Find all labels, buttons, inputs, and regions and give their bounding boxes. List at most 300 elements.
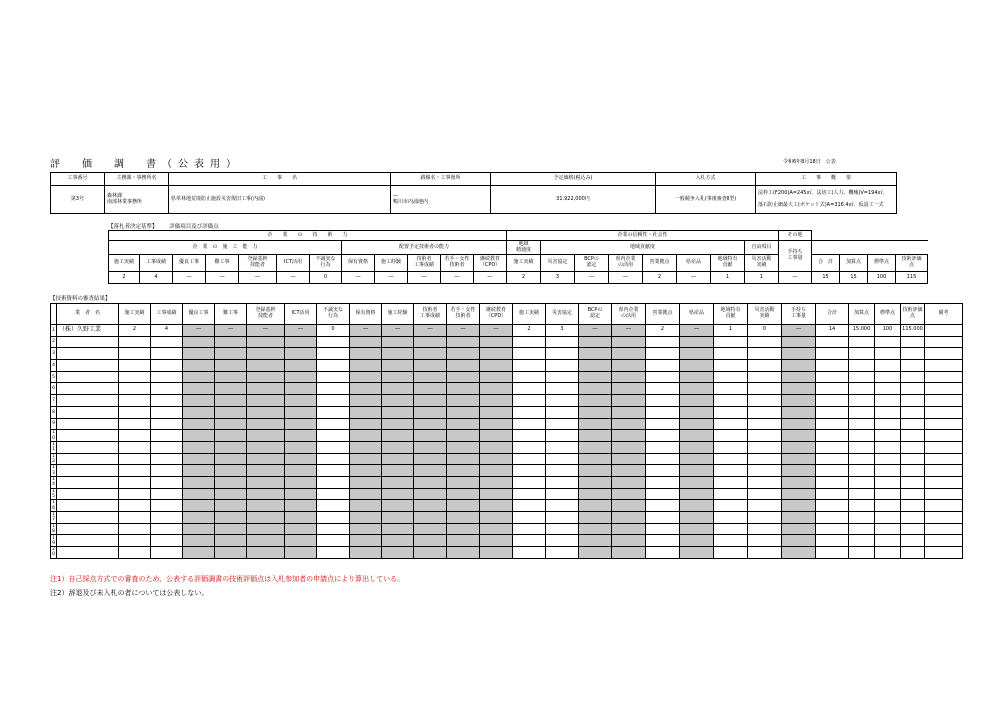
review-cell-4	[247, 453, 285, 465]
bidder-name	[57, 523, 119, 535]
review-cell-2	[183, 418, 215, 430]
bidder-name	[57, 465, 119, 477]
review-cell-13	[546, 547, 579, 559]
review-cell-12	[513, 476, 546, 488]
review-col-8: 施工経験	[382, 304, 414, 325]
review-cell-15	[612, 371, 646, 383]
review-cell-11	[480, 535, 513, 547]
bidder-name	[57, 488, 119, 500]
table-row	[51, 383, 991, 395]
review-cell-10	[447, 430, 480, 442]
review-cell-1	[151, 418, 183, 430]
criteria-group-social: 企業の信頼性・社会性	[507, 231, 779, 241]
review-col-25: 備考	[925, 304, 963, 325]
review-cell-18	[714, 535, 748, 547]
criteria-sub-company: 企 業 の 施 工 能 力	[109, 241, 342, 255]
review-cell-16	[646, 465, 680, 477]
review-cell-6	[317, 476, 350, 488]
bidder-name	[57, 336, 119, 348]
criteria-value-22: 15	[840, 272, 868, 284]
criteria-col-23: 標準点	[868, 255, 896, 272]
review-cell-1	[151, 535, 183, 547]
review-cell-14	[579, 371, 612, 383]
review-cell-25	[925, 453, 963, 465]
review-cell-21	[816, 406, 849, 418]
review-cell-22: 15.000	[849, 325, 875, 337]
review-cell-2	[183, 383, 215, 395]
review-cell-8	[382, 535, 414, 547]
table-row	[51, 465, 991, 477]
review-cell-2	[183, 430, 215, 442]
review-cell-14	[579, 383, 612, 395]
review-col-19: 災害活動 実績	[748, 304, 782, 325]
review-cell-22	[849, 547, 875, 559]
review-cell-2	[183, 348, 215, 360]
review-cell-25	[925, 360, 963, 372]
table-row	[51, 336, 991, 348]
table-row	[51, 512, 991, 524]
review-cell-18	[714, 336, 748, 348]
review-cell-6	[317, 547, 350, 559]
review-cell-15	[612, 512, 646, 524]
review-cell-5	[285, 476, 317, 488]
review-cell-6	[317, 535, 350, 547]
review-cell-21	[816, 523, 849, 535]
review-cell-19	[748, 441, 782, 453]
criteria-value-3: ―	[206, 272, 239, 284]
bidder-name	[57, 535, 119, 547]
review-cell-0	[119, 360, 151, 372]
review-cell-24	[901, 488, 925, 500]
header-col-0: 工事番号	[51, 173, 105, 186]
review-cell-0	[119, 488, 151, 500]
review-cell-23	[875, 488, 901, 500]
review-cell-25	[925, 395, 963, 407]
row-number: 4	[51, 360, 57, 372]
review-cell-14	[579, 523, 612, 535]
criteria-col-3: 難工事	[206, 255, 239, 272]
review-cell-25	[925, 535, 963, 547]
review-cell-7	[350, 395, 382, 407]
review-cell-24	[901, 406, 925, 418]
review-cell-15	[612, 360, 646, 372]
review-cell-24	[901, 395, 925, 407]
review-cell-7	[350, 371, 382, 383]
review-cell-5	[285, 453, 317, 465]
review-cell-25	[925, 488, 963, 500]
review-cell-6	[317, 453, 350, 465]
review-cell-5	[285, 406, 317, 418]
review-cell-8	[382, 476, 414, 488]
criteria-value-9: ―	[408, 272, 441, 284]
review-cell-11	[480, 465, 513, 477]
review-cell-24	[901, 535, 925, 547]
review-cell-9	[414, 523, 447, 535]
review-cell-12	[513, 371, 546, 383]
review-cell-16	[646, 395, 680, 407]
review-cell-12	[513, 441, 546, 453]
review-cell-11	[480, 523, 513, 535]
table-row	[51, 453, 991, 465]
review-cell-3	[215, 395, 247, 407]
review-cell-22	[849, 336, 875, 348]
review-cell-16	[646, 512, 680, 524]
review-cell-6	[317, 371, 350, 383]
review-cell-22	[849, 523, 875, 535]
review-cell-2	[183, 488, 215, 500]
review-cell-0: 2	[119, 325, 151, 337]
review-cell-7	[350, 430, 382, 442]
review-cell-19	[748, 512, 782, 524]
review-cell-8	[382, 336, 414, 348]
review-cell-25	[925, 523, 963, 535]
table-row	[51, 325, 991, 337]
review-cell-12	[513, 430, 546, 442]
review-col-22: 加算点	[849, 304, 875, 325]
review-cell-6	[317, 441, 350, 453]
review-cell-8	[382, 488, 414, 500]
review-cell-15	[612, 523, 646, 535]
review-cell-13	[546, 453, 579, 465]
review-cell-1	[151, 336, 183, 348]
review-cell-8: ―	[382, 325, 414, 337]
header-col-1: 主務課・事務所名	[105, 173, 169, 186]
review-cell-13	[546, 441, 579, 453]
review-cell-7: ―	[350, 325, 382, 337]
review-cell-23	[875, 430, 901, 442]
criteria-value-15: ―	[609, 272, 643, 284]
review-cell-5	[285, 535, 317, 547]
review-cell-20	[782, 547, 816, 559]
review-cell-4	[247, 383, 285, 395]
criteria-sub-contribution: 地域貢献度	[541, 241, 745, 255]
review-cell-19	[748, 476, 782, 488]
review-cell-9	[414, 360, 447, 372]
review-cell-16	[646, 476, 680, 488]
review-cell-24	[901, 371, 925, 383]
review-cell-20	[782, 465, 816, 477]
review-cell-4	[247, 441, 285, 453]
criteria-col-15: 県内企業 の活用	[609, 255, 643, 272]
review-cell-25	[925, 441, 963, 453]
review-cell-6	[317, 488, 350, 500]
review-cell-10	[447, 535, 480, 547]
review-cell-16: 2	[646, 325, 680, 337]
criteria-value-11: ―	[474, 272, 507, 284]
review-cell-15	[612, 383, 646, 395]
table-row	[51, 488, 991, 500]
review-cell-7	[350, 383, 382, 395]
review-cell-17: ―	[680, 325, 714, 337]
review-cell-13	[546, 500, 579, 512]
bidder-name	[57, 383, 119, 395]
review-cell-0	[119, 383, 151, 395]
review-cell-25	[925, 547, 963, 559]
criteria-value-6: 0	[310, 272, 342, 284]
criteria-value-7: ―	[342, 272, 375, 284]
review-cell-7	[350, 441, 382, 453]
review-cell-8	[382, 383, 414, 395]
review-cell-7	[350, 418, 382, 430]
review-cell-8	[382, 348, 414, 360]
review-cell-23	[875, 360, 901, 372]
review-cell-0	[119, 371, 151, 383]
review-cell-23	[875, 406, 901, 418]
criteria-value-24: 115	[896, 272, 928, 284]
office-cell	[105, 186, 169, 214]
work-summary-line2: 落石防止網最大工(ポケット式)A=316.4㎡、仮設工一式	[758, 201, 884, 208]
review-cell-6	[317, 336, 350, 348]
criteria-sublabel: 評価項目及び評価点	[169, 224, 219, 230]
review-cell-19	[748, 523, 782, 535]
review-cell-19	[748, 547, 782, 559]
review-cell-20	[782, 535, 816, 547]
review-cell-17	[680, 488, 714, 500]
review-cell-20	[782, 523, 816, 535]
review-cell-1	[151, 383, 183, 395]
review-cell-12	[513, 500, 546, 512]
review-cell-22	[849, 395, 875, 407]
row-number: 18	[52, 523, 55, 535]
review-cell-17	[680, 500, 714, 512]
review-cell-19	[748, 500, 782, 512]
review-cell-13	[546, 418, 579, 430]
table-row	[51, 476, 991, 488]
review-cell-15: ―	[612, 325, 646, 337]
review-cell-1	[151, 441, 183, 453]
criteria-col-7: 保有資格	[342, 255, 375, 272]
table-row	[51, 441, 991, 453]
review-cell-16	[646, 406, 680, 418]
review-cell-22	[849, 535, 875, 547]
criteria-value-13: 3	[541, 272, 575, 284]
review-cell-16	[646, 371, 680, 383]
review-cell-23	[875, 535, 901, 547]
review-cell-18: 1	[714, 325, 748, 337]
review-cell-9	[414, 371, 447, 383]
bidder-name	[57, 395, 119, 407]
review-cell-2	[183, 453, 215, 465]
review-cell-24	[901, 383, 925, 395]
review-cell-4	[247, 465, 285, 477]
review-cell-23	[875, 371, 901, 383]
review-cell-10	[447, 418, 480, 430]
review-cell-10	[447, 512, 480, 524]
review-cell-21	[816, 500, 849, 512]
criteria-col-17: 県産品	[677, 255, 711, 272]
review-cell-4	[247, 488, 285, 500]
review-cell-3	[215, 348, 247, 360]
review-cell-13	[546, 535, 579, 547]
review-cell-5	[285, 512, 317, 524]
review-cell-3	[215, 371, 247, 383]
row-number: 19	[52, 535, 55, 546]
review-cell-17	[680, 465, 714, 477]
review-cell-14	[579, 547, 612, 559]
criteria-col-8: 施工経験	[375, 255, 408, 272]
review-cell-18	[714, 371, 748, 383]
criteria-value-17: ―	[677, 272, 711, 284]
review-cell-9	[414, 383, 447, 395]
review-cell-10	[447, 547, 480, 559]
review-bidder-header: 業 者 名	[57, 304, 119, 325]
review-cell-10	[447, 500, 480, 512]
bidder-name	[57, 418, 119, 430]
review-cell-19	[748, 348, 782, 360]
review-cell-13	[546, 465, 579, 477]
review-cell-4	[247, 395, 285, 407]
review-cell-12	[513, 547, 546, 559]
review-cell-2	[183, 360, 215, 372]
review-cell-14	[579, 418, 612, 430]
estimated-price: 31,922,000円	[491, 186, 656, 214]
review-cell-18	[714, 547, 748, 559]
review-cell-14	[579, 360, 612, 372]
review-cell-16	[646, 488, 680, 500]
review-cell-20	[782, 476, 816, 488]
review-cell-18	[714, 465, 748, 477]
review-cell-14	[579, 512, 612, 524]
review-cell-17	[680, 453, 714, 465]
review-cell-9	[414, 465, 447, 477]
review-cell-14	[579, 488, 612, 500]
review-cell-10	[447, 465, 480, 477]
review-cell-20	[782, 348, 816, 360]
criteria-value-8: ―	[375, 272, 408, 284]
review-cell-2	[183, 371, 215, 383]
review-cell-1	[151, 406, 183, 418]
review-cell-10	[447, 476, 480, 488]
review-cell-13	[546, 406, 579, 418]
review-cell-14	[579, 336, 612, 348]
criteria-value-1: 4	[140, 272, 173, 284]
review-col-14: BCPの 認定	[579, 304, 612, 325]
review-cell-4	[247, 360, 285, 372]
criteria-col-0: 施工実績	[109, 255, 140, 272]
review-cell-7	[350, 535, 382, 547]
review-cell-23	[875, 441, 901, 453]
page-title: 評 価 調 書（公表用）	[50, 159, 242, 170]
review-cell-20	[782, 418, 816, 430]
review-cell-24	[901, 430, 925, 442]
review-cell-4: ―	[247, 325, 285, 337]
review-table	[50, 303, 991, 559]
review-cell-11	[480, 371, 513, 383]
criteria-value-16: 2	[643, 272, 677, 284]
review-cell-21: 14	[816, 325, 849, 337]
review-cell-21	[816, 547, 849, 559]
review-cell-10	[447, 441, 480, 453]
criteria-value-18: 1	[711, 272, 745, 284]
review-cell-22	[849, 371, 875, 383]
review-cell-23	[875, 500, 901, 512]
review-cell-21	[816, 488, 849, 500]
review-cell-13	[546, 336, 579, 348]
review-cell-21	[816, 395, 849, 407]
review-cell-24	[901, 512, 925, 524]
row-number: 11	[52, 442, 55, 453]
review-cell-15	[612, 465, 646, 477]
review-cell-8	[382, 465, 414, 477]
review-cell-22	[849, 348, 875, 360]
review-cell-24	[901, 360, 925, 372]
review-cell-12	[513, 395, 546, 407]
criteria-sub-local: 地域 精通度	[507, 241, 541, 255]
review-cell-20	[782, 395, 816, 407]
review-cell-11	[480, 348, 513, 360]
work-summary-line1: 法枠工(F200)A=245㎡、法切工(人力、機械)V=194㎡、	[758, 189, 888, 196]
review-cell-24	[901, 441, 925, 453]
review-cell-17	[680, 395, 714, 407]
review-cell-23	[875, 476, 901, 488]
review-col-6: 不誠実な 行為	[317, 304, 350, 325]
review-cell-9	[414, 348, 447, 360]
criteria-col-16: 営業拠点	[643, 255, 677, 272]
review-cell-10	[447, 371, 480, 383]
criteria-col-20: 手持ち 工事量	[779, 241, 812, 272]
review-col-23: 標準点	[875, 304, 901, 325]
office-section: 森林課	[107, 192, 123, 199]
review-cell-12	[513, 418, 546, 430]
review-cell-22	[849, 500, 875, 512]
review-cell-23	[875, 383, 901, 395]
review-cell-13	[546, 488, 579, 500]
review-cell-18	[714, 406, 748, 418]
review-cell-8	[382, 453, 414, 465]
review-cell-20	[782, 512, 816, 524]
review-cell-12: 2	[513, 325, 546, 337]
criteria-value-4: ―	[239, 272, 277, 284]
review-cell-24: 115.000	[901, 325, 925, 337]
review-cell-25	[925, 348, 963, 360]
review-cell-18	[714, 395, 748, 407]
bidder-name	[57, 441, 119, 453]
bidder-name	[57, 360, 119, 372]
review-col-11: 継続教育 （CPD）	[480, 304, 513, 325]
review-cell-23	[875, 547, 901, 559]
review-cell-13	[546, 523, 579, 535]
review-cell-22	[849, 453, 875, 465]
review-cell-16	[646, 383, 680, 395]
criteria-col-1: 工事成績	[140, 255, 173, 272]
table-row	[51, 500, 991, 512]
review-cell-20	[782, 360, 816, 372]
review-cell-23	[875, 453, 901, 465]
review-cell-13	[546, 371, 579, 383]
criteria-sub-engineer: 配置予定技術者の能力	[342, 241, 507, 255]
review-cell-6	[317, 523, 350, 535]
review-cell-15	[612, 418, 646, 430]
review-cell-8	[382, 371, 414, 383]
review-cell-2	[183, 500, 215, 512]
review-cell-23	[875, 395, 901, 407]
review-cell-14	[579, 395, 612, 407]
review-cell-24	[901, 348, 925, 360]
review-cell-1	[151, 488, 183, 500]
criteria-value-0: 2	[109, 272, 140, 284]
row-number: 5	[51, 371, 57, 383]
criteria-col-22: 加算点	[840, 255, 868, 272]
criteria-label: 【落札者決定基準】	[108, 224, 158, 230]
review-cell-18	[714, 476, 748, 488]
review-cell-0	[119, 465, 151, 477]
row-number: 15	[52, 488, 55, 499]
review-cell-11	[480, 395, 513, 407]
review-cell-17	[680, 547, 714, 559]
review-cell-3	[215, 383, 247, 395]
table-row	[51, 523, 991, 535]
review-cell-21	[816, 371, 849, 383]
